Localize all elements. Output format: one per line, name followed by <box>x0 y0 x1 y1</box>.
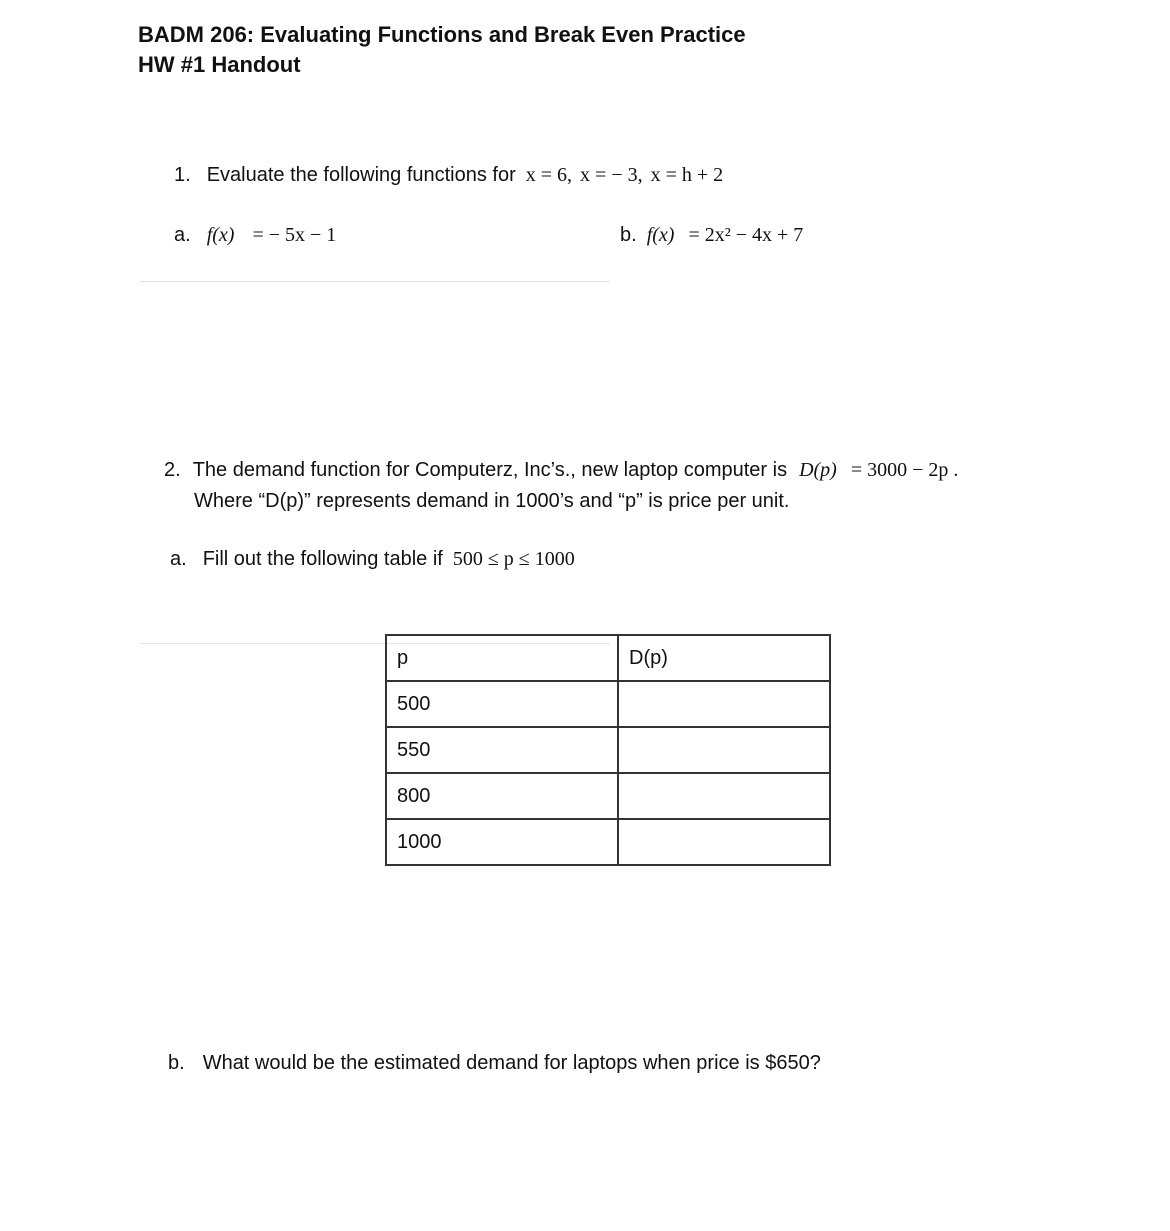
question-number: 2. <box>164 459 181 481</box>
function-name: D(p) <box>799 459 837 481</box>
demand-cell[interactable] <box>618 773 830 819</box>
function-name: f(x) <box>646 224 675 246</box>
scan-artifact-line <box>140 281 610 282</box>
question-text-line1: The demand function for Computerz, Inc’s., new laptop computer is <box>192 459 788 481</box>
question-number: 1. <box>174 164 191 186</box>
part-label: a. <box>170 548 187 570</box>
function-expression: = 2x² − 4x + 7 <box>688 224 804 246</box>
question-2 <box>164 459 958 482</box>
price-cell: 500 <box>386 681 618 727</box>
demand-cell[interactable] <box>618 681 830 727</box>
price-range: 500 ≤ p ≤ 1000 <box>452 548 575 570</box>
value-x-6: x = 6, <box>525 164 573 186</box>
value-x-h2: x = h + 2 <box>650 164 724 186</box>
part-label: b. <box>168 1052 185 1074</box>
part-text: What would be the estimated demand for laptops when price is $650? <box>202 1052 821 1074</box>
table-row <box>386 819 830 865</box>
price-cell: 550 <box>386 727 618 773</box>
question-2a <box>170 548 575 571</box>
demand-table <box>385 634 831 866</box>
table-row <box>386 727 830 773</box>
function-expression: = − 5x − 1 <box>252 224 337 246</box>
demand-cell[interactable] <box>618 727 830 773</box>
question-1 <box>174 164 723 187</box>
function-expression: = 3000 − 2p . <box>850 459 959 481</box>
question-1b <box>620 224 803 247</box>
question-prompt: Evaluate the following functions for <box>206 164 516 186</box>
function-name: f(x) <box>206 224 235 246</box>
price-cell: 800 <box>386 773 618 819</box>
document-title: BADM 206: Evaluating Functions and Break Even Practice <box>138 22 746 47</box>
part-label: a. <box>174 224 191 246</box>
header-cell-p: p <box>386 635 618 681</box>
document-subtitle: HW #1 Handout <box>138 52 301 77</box>
question-2b <box>168 1052 821 1075</box>
table-header-row <box>386 635 830 681</box>
table-row <box>386 773 830 819</box>
part-text: Fill out the following table if <box>202 548 443 570</box>
value-x-neg3: x = − 3, <box>580 164 643 186</box>
table-row <box>386 681 830 727</box>
question-1a <box>174 224 336 247</box>
price-cell: 1000 <box>386 819 618 865</box>
header-cell-dp: D(p) <box>618 635 830 681</box>
part-label: b. <box>620 224 637 246</box>
question-text-line2: Where “D(p)” represents demand in 1000’s and “p” is price per unit. <box>194 490 790 512</box>
demand-cell[interactable] <box>618 819 830 865</box>
